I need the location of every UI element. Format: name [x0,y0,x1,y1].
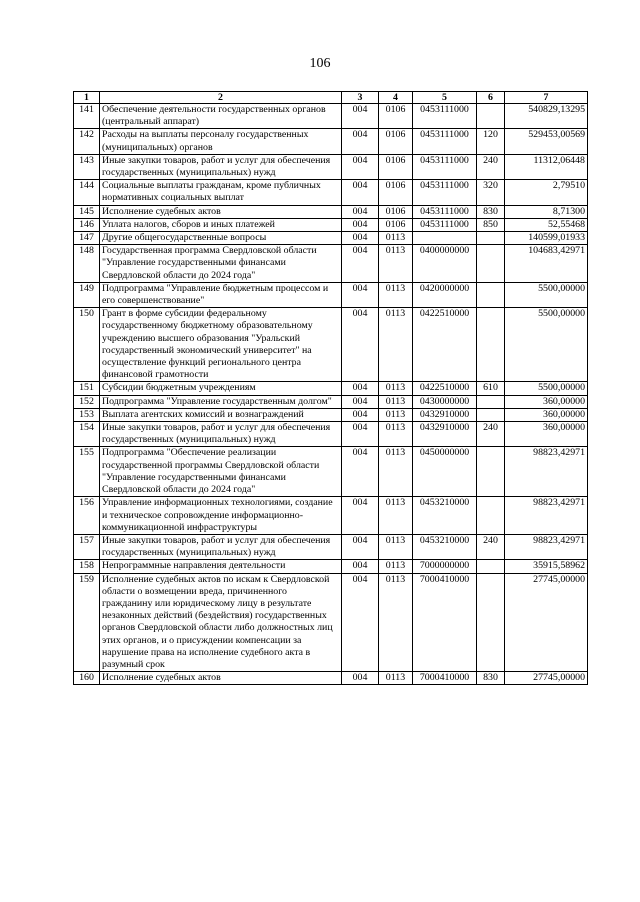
target-article-code: 0420000000 [413,282,477,307]
expense-name: Иные закупки товаров, работ и услуг для обеспечения государственных (муниципальных) нужд [100,534,342,559]
table-row [74,560,588,573]
ministry-code: 004 [342,560,379,573]
section-code: 0106 [379,205,413,218]
expense-name: Подпрограмма "Обеспечение реализации государственной программы Свердловской области "Управление государственными финансами Свердловской области до 2024 года" [100,447,342,497]
target-article-code: 0453111000 [413,129,477,154]
amount: 27745,00000 [505,573,588,672]
ministry-code: 004 [342,245,379,283]
amount: 11312,06448 [505,154,588,179]
amount: 2,79510 [505,180,588,205]
table-row [74,422,588,447]
expense-type-code: 830 [477,205,505,218]
row-number: 148 [74,245,100,283]
expense-name: Подпрограмма "Управление бюджетным процессом и его совершенствование" [100,282,342,307]
row-number: 145 [74,205,100,218]
ministry-code: 004 [342,218,379,231]
expense-name: Подпрограмма "Управление государственным долгом" [100,395,342,408]
expense-type-code: 830 [477,672,505,685]
target-article-code: 0453111000 [413,205,477,218]
table-row [74,672,588,685]
expense-name: Другие общегосударственные вопросы [100,232,342,245]
expense-type-code [477,282,505,307]
row-number: 158 [74,560,100,573]
header-cell: 1 [74,92,100,104]
header-cell: 3 [342,92,379,104]
expense-name: Субсидии бюджетным учреждениям [100,382,342,395]
expense-name: Исполнение судебных актов [100,205,342,218]
amount: 104683,42971 [505,245,588,283]
target-article-code: 0450000000 [413,447,477,497]
expense-name: Исполнение судебных актов [100,672,342,685]
row-number: 152 [74,395,100,408]
target-article-code: 0453210000 [413,534,477,559]
section-code: 0113 [379,245,413,283]
section-code: 0106 [379,218,413,231]
row-number: 157 [74,534,100,559]
section-code: 0106 [379,104,413,129]
amount: 35915,58962 [505,560,588,573]
section-code: 0113 [379,534,413,559]
expense-name: Уплата налогов, сборов и иных платежей [100,218,342,231]
expense-name: Выплата агентских комиссий и вознаграждений [100,408,342,421]
row-number: 153 [74,408,100,421]
table-row [74,282,588,307]
ministry-code: 004 [342,422,379,447]
expense-type-code [477,104,505,129]
section-code: 0113 [379,232,413,245]
page-number: 106 [309,56,331,71]
ministry-code: 004 [342,408,379,421]
ministry-code: 004 [342,534,379,559]
section-code: 0113 [379,282,413,307]
ministry-code: 004 [342,282,379,307]
amount: 5500,00000 [505,382,588,395]
row-number: 143 [74,154,100,179]
expense-type-code [477,232,505,245]
ministry-code: 004 [342,395,379,408]
section-code: 0113 [379,573,413,672]
target-article-code: 0432910000 [413,408,477,421]
section-code: 0106 [379,180,413,205]
expense-type-code [477,560,505,573]
amount: 98823,42971 [505,534,588,559]
expense-name: Обеспечение деятельности государственных органов (центральный аппарат) [100,104,342,129]
table-row [74,180,588,205]
amount: 5500,00000 [505,282,588,307]
table-row [74,395,588,408]
table-row [74,245,588,283]
target-article-code: 0453111000 [413,218,477,231]
table-row [74,129,588,154]
expense-type-code [477,408,505,421]
amount: 27745,00000 [505,672,588,685]
target-article-code: 0432910000 [413,422,477,447]
ministry-code: 004 [342,104,379,129]
amount: 360,00000 [505,395,588,408]
expense-type-code [477,573,505,672]
header-cell: 2 [100,92,342,104]
amount: 540829,13295 [505,104,588,129]
expense-name: Непрограммные направления деятельности [100,560,342,573]
table-row [74,382,588,395]
section-code: 0113 [379,395,413,408]
amount: 360,00000 [505,408,588,421]
expense-name: Грант в форме субсидии федеральному государственному бюджетному образовательному учреждению высшего образования "Уральский государственный экономический университет" на осуществление функций регионального центра финансовой грамотности [100,308,342,382]
section-code: 0106 [379,129,413,154]
section-code: 0106 [379,154,413,179]
ministry-code: 004 [342,180,379,205]
expense-type-code: 240 [477,534,505,559]
table-row [74,104,588,129]
expense-type-code [477,245,505,283]
table-row [74,154,588,179]
expense-type-code: 610 [477,382,505,395]
header-cell: 4 [379,92,413,104]
expense-type-code [477,308,505,382]
table-row [74,447,588,497]
amount: 360,00000 [505,422,588,447]
row-number: 155 [74,447,100,497]
table-row [74,497,588,535]
ministry-code: 004 [342,382,379,395]
section-code: 0113 [379,447,413,497]
table-row [74,218,588,231]
ministry-code: 004 [342,232,379,245]
expense-type-code: 240 [477,154,505,179]
ministry-code: 004 [342,573,379,672]
row-number: 159 [74,573,100,672]
table-row [74,408,588,421]
ministry-code: 004 [342,154,379,179]
amount: 140599,01933 [505,232,588,245]
row-number: 146 [74,218,100,231]
header-row [74,92,588,104]
section-code: 0113 [379,560,413,573]
ministry-code: 004 [342,129,379,154]
expense-type-code [477,395,505,408]
section-code: 0113 [379,382,413,395]
section-code: 0113 [379,497,413,535]
expense-name: Социальные выплаты гражданам, кроме публичных нормативных социальных выплат [100,180,342,205]
target-article-code: 0400000000 [413,245,477,283]
target-article-code: 0453111000 [413,180,477,205]
table-row [74,308,588,382]
expense-type-code: 850 [477,218,505,231]
budget-table [73,91,588,685]
row-number: 144 [74,180,100,205]
section-code: 0113 [379,422,413,447]
table-row [74,205,588,218]
expense-name: Иные закупки товаров, работ и услуг для обеспечения государственных (муниципальных) нужд [100,422,342,447]
row-number: 154 [74,422,100,447]
target-article-code: 0430000000 [413,395,477,408]
amount: 5500,00000 [505,308,588,382]
row-number: 141 [74,104,100,129]
target-article-code [413,232,477,245]
expense-name: Исполнение судебных актов по искам к Свердловской области о возмещении вреда, причиненного гражданину или юридическому лицу в результате незаконных действий (бездействия) государственных органов Свердловской области либо должностных лиц этих органов, и о присуждении компенсации за нарушение права на исполнение судебного акта в разумный срок [100,573,342,672]
expense-name: Иные закупки товаров, работ и услуг для обеспечения государственных (муниципальных) нужд [100,154,342,179]
row-number: 147 [74,232,100,245]
expense-type-code: 120 [477,129,505,154]
amount: 98823,42971 [505,447,588,497]
expense-name: Расходы на выплаты персоналу государственных (муниципальных) органов [100,129,342,154]
amount: 8,71300 [505,205,588,218]
expense-type-code [477,447,505,497]
table-row [74,534,588,559]
header-cell: 5 [413,92,477,104]
row-number: 151 [74,382,100,395]
target-article-code: 0453111000 [413,104,477,129]
amount: 52,55468 [505,218,588,231]
ministry-code: 004 [342,497,379,535]
header-cell: 6 [477,92,505,104]
table-row [74,232,588,245]
ministry-code: 004 [342,205,379,218]
section-code: 0113 [379,672,413,685]
target-article-code: 0453210000 [413,497,477,535]
target-article-code: 7000000000 [413,560,477,573]
row-number: 156 [74,497,100,535]
amount: 529453,00569 [505,129,588,154]
table-row [74,573,588,672]
row-number: 149 [74,282,100,307]
expense-name: Управление информационных технологиями, создание и техническое сопровождение информационно-коммуникационной инфраструктуры [100,497,342,535]
section-code: 0113 [379,308,413,382]
expense-type-code: 240 [477,422,505,447]
row-number: 160 [74,672,100,685]
expense-type-code: 320 [477,180,505,205]
ministry-code: 004 [342,447,379,497]
amount: 98823,42971 [505,497,588,535]
ministry-code: 004 [342,308,379,382]
ministry-code: 004 [342,672,379,685]
row-number: 150 [74,308,100,382]
row-number: 142 [74,129,100,154]
expense-name: Государственная программа Свердловской области "Управление государственными финансами Свердловской области до 2024 года" [100,245,342,283]
target-article-code: 7000410000 [413,672,477,685]
target-article-code: 7000410000 [413,573,477,672]
target-article-code: 0422510000 [413,308,477,382]
header-cell: 7 [505,92,588,104]
target-article-code: 0422510000 [413,382,477,395]
table-body [74,104,588,685]
target-article-code: 0453111000 [413,154,477,179]
section-code: 0113 [379,408,413,421]
expense-type-code [477,497,505,535]
